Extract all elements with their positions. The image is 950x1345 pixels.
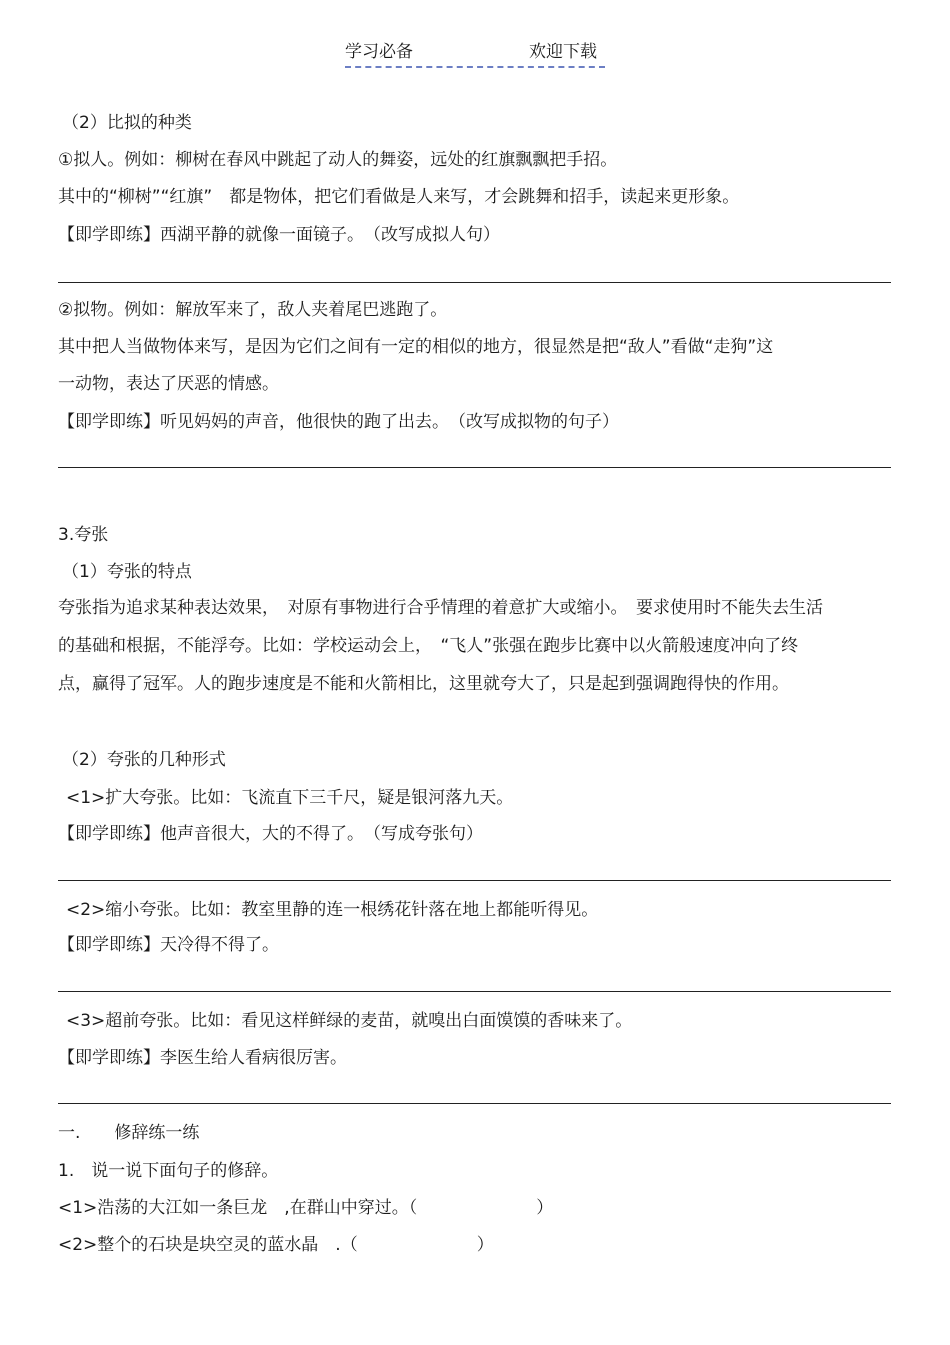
paragraph-line: 夸张指为追求某种表达效果， 对原有事物进行合乎情理的着意扩大或缩小。 要求使用时不能失去生活 xyxy=(58,598,823,618)
exercise-prompt: 【即学即练】西湖平静的就像一面镜子。 （改写成拟人句） xyxy=(58,225,500,245)
section-heading: （1）夸张的特点 xyxy=(62,562,192,582)
section-heading: （2）夸张的几种形式 xyxy=(62,750,226,770)
header-right: 欢迎下载 xyxy=(529,42,597,62)
question-item: <1>浩荡的大江如一条巨龙 ,在群山中穿过。（ ） xyxy=(58,1198,554,1218)
paragraph-line: <2>缩小夸张。比如：教室里静的连一根绣花针落在地上都能听得见。 xyxy=(66,900,599,920)
question-heading: 1. 说一说下面句子的修辞。 xyxy=(58,1161,279,1181)
exercise-prompt: 【即学即练】听见妈妈的声音，他很快的跑了出去。 （改写成拟物的句子） xyxy=(58,412,619,432)
paragraph-line: ①拟人。例如：柳树在春风中跳起了动人的舞姿，远处的红旗飘飘把手招。 xyxy=(58,150,618,170)
exercise-prompt: 【即学即练】他声音很大，大的不得了。 （写成夸张句） xyxy=(58,824,483,844)
paragraph-line: 其中把人当做物体来写，是因为它们之间有一定的相似的地方，很显然是把“敌人”看做“走狗”这 xyxy=(58,337,774,357)
answer-line xyxy=(58,1103,891,1104)
section-heading: （2）比拟的种类 xyxy=(62,113,192,133)
question-item: <2>整个的石块是块空灵的蓝水晶 .（ ） xyxy=(58,1235,494,1255)
header-left: 学习必备 xyxy=(345,42,413,62)
paragraph-line: <1>扩大夸张。比如：飞流直下三千尺，疑是银河落九天。 xyxy=(66,788,514,808)
paragraph-line: <3>超前夸张。比如：看见这样鲜绿的麦苗，就嗅出白面馍馍的香味来了。 xyxy=(66,1011,633,1031)
paragraph-line: ②拟物。例如：解放军来了，敌人夹着尾巴逃跑了。 xyxy=(58,300,448,320)
paragraph-line: 一动物，表达了厌恶的情感。 xyxy=(58,374,279,394)
answer-line xyxy=(58,467,891,468)
answer-line xyxy=(58,880,891,881)
answer-line xyxy=(58,991,891,992)
page-header xyxy=(345,40,605,68)
exercise-prompt: 【即学即练】天冷得不得了。 xyxy=(58,935,279,955)
paragraph-line: 的基础和根据，不能浮夸。比如：学校运动会上， “飞人”张强在跑步比赛中以火箭般速度冲向了终 xyxy=(58,636,799,656)
section-title: 一. 修辞练一练 xyxy=(58,1123,200,1143)
answer-line xyxy=(58,282,891,283)
paragraph-line: 点，赢得了冠军。人的跑步速度是不能和火箭相比，这里就夸大了，只是起到强调跑得快的作用。 xyxy=(58,674,789,694)
paragraph-line: 其中的“柳树”“红旗” 都是物体，把它们看做是人来写，才会跳舞和招手，读起来更形象。 xyxy=(58,187,740,207)
section-title: 3.夸张 xyxy=(58,525,109,545)
exercise-prompt: 【即学即练】李医生给人看病很厉害。 xyxy=(58,1048,347,1068)
